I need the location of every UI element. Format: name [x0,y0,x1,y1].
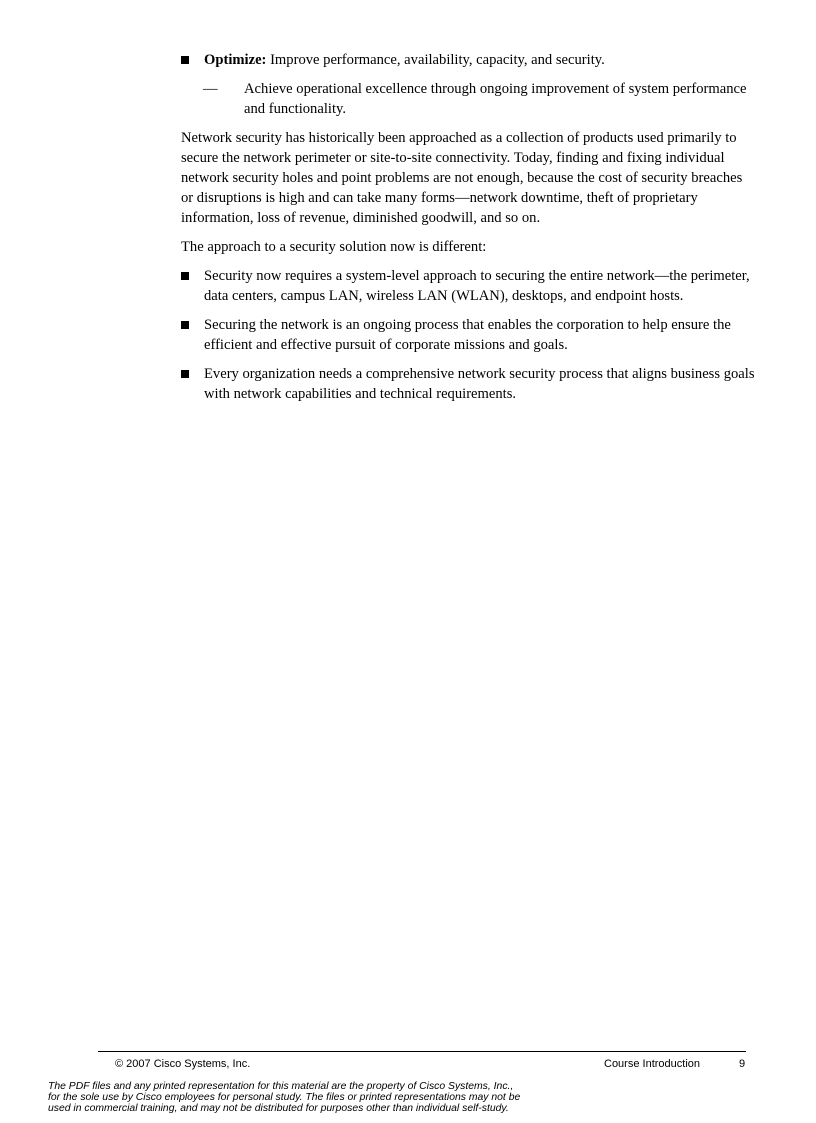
em-dash-marker: — [203,81,218,97]
optimize-sub-text: Achieve operational excellence through ongoing improvement of system performance and functionality. [244,81,747,117]
legal-line: for the sole use by Cisco employees for personal study. The files or printed representations may not be [48,1092,521,1103]
optimize-text: Improve performance, availability, capacity, and security. [266,52,605,68]
optimize-bullet [181,50,756,70]
legal-notice [48,1081,608,1114]
list-item-text: Securing the network is an ongoing process that enables the corporation to help ensure the efficient and effective pursuit of corporate missions and goals. [204,317,731,353]
optimize-label: Optimize: [204,52,267,68]
list-item-text: Every organization needs a comprehensive network security process that aligns business goals with network capabilities and technical requirements. [204,366,755,402]
bullet-square-icon [181,272,189,280]
bullet-square-icon [181,370,189,378]
legal-line: used in commercial training, and may not be distributed for purposes other than individual self-study. [48,1103,509,1114]
footer-page-number: 9 [739,1058,746,1070]
paragraph-approach: The approach to a security solution now is different: [181,239,487,255]
bullet-square-icon [181,56,189,64]
optimize-sub-item [181,79,756,119]
paragraph-network-security: Network security has historically been approached as a collection of products used primarily to secure the network perimeter or site-to-site connectivity. Today, finding and fixing individual network security holes and point problems are not enough, because the cost of security breaches or disruptions is high and can take many forms—network downtime, theft of proprietary information, loss of revenue, diminished goodwill, and so on. [181,130,743,226]
footer-copyright: © 2007 Cisco Systems, Inc. [115,1058,251,1070]
legal-line: The PDF files and any printed representation for this material are the property of Cisco Systems, Inc., [48,1081,514,1092]
footer-divider [98,1051,746,1052]
footer-section-title: Course Introduction [604,1058,700,1070]
list-item-text: Security now requires a system-level approach to securing the entire network—the perimeter, data centers, campus LAN, wireless LAN (WLAN), desktops, and endpoint hosts. [204,268,750,304]
page-content [181,50,756,413]
list-item [181,266,756,306]
list-item [181,315,756,355]
bullet-square-icon [181,321,189,329]
list-item [181,364,756,404]
